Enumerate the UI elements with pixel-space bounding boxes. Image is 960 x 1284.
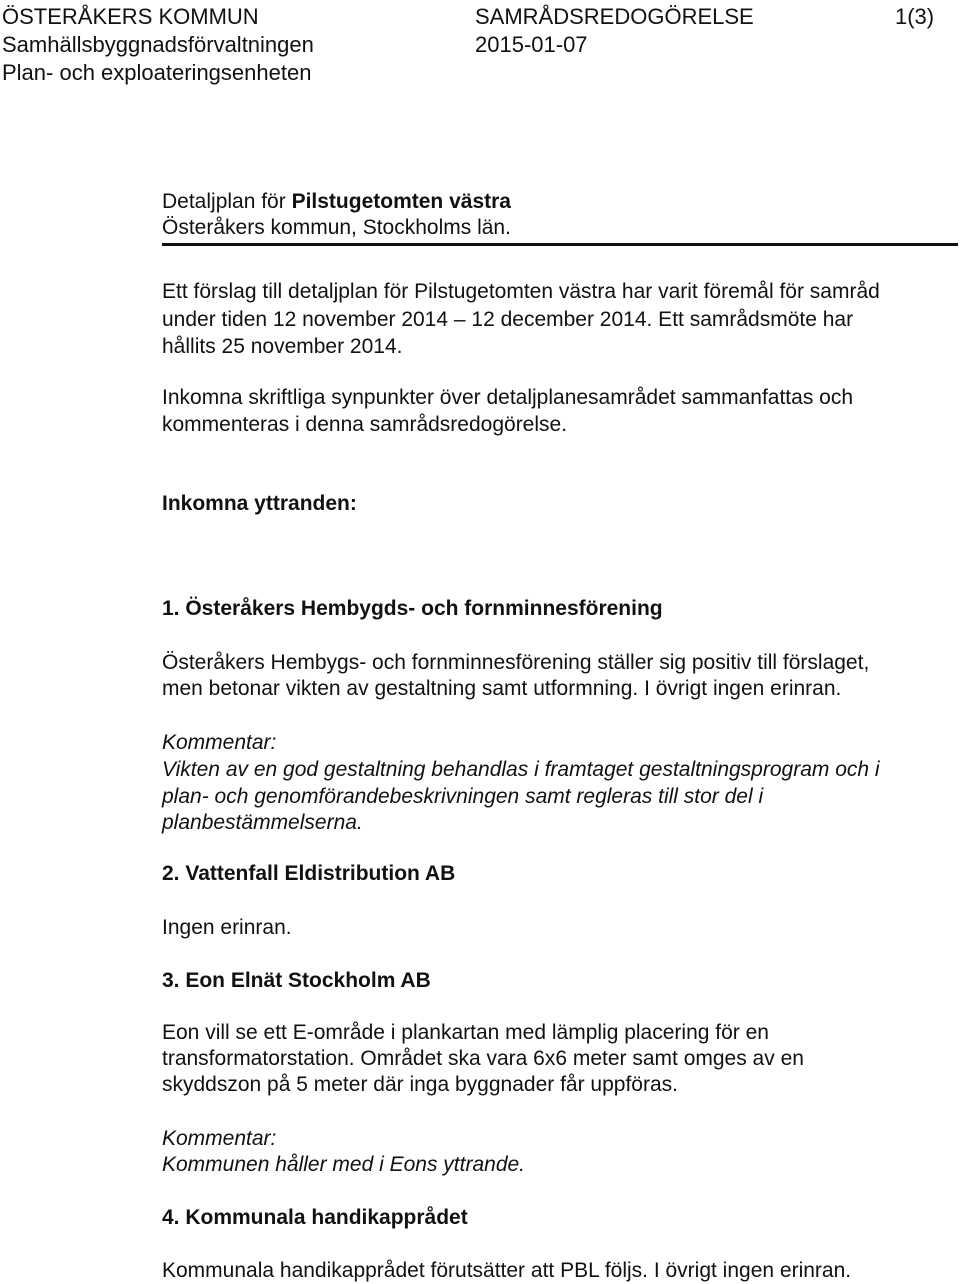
document-date: 2015-01-07 bbox=[475, 32, 588, 57]
item-4-text-line1: Kommunala handikapprådet förutsätter att PBL följs. I övrigt ingen erinran. bbox=[162, 1259, 852, 1282]
org-name: ÖSTERÅKERS KOMMUN bbox=[2, 4, 259, 29]
item-3-text-line2: transformatorstation. Området ska vara 6x6 meter samt omges av en bbox=[162, 1047, 804, 1070]
item-2-text-line1: Ingen erinran. bbox=[162, 916, 292, 939]
item-1-heading: 1. Österåkers Hembygds- och fornminnesförening bbox=[162, 597, 663, 620]
item-1-comment-line3: planbestämmelserna. bbox=[162, 811, 363, 834]
page-number: 1(3) bbox=[895, 4, 935, 29]
item-1-comment-label: Kommentar: bbox=[162, 731, 277, 754]
item-2-heading: 2. Vattenfall Eldistribution AB bbox=[162, 862, 456, 885]
plan-location: Österåkers kommun, Stockholms län. bbox=[162, 216, 511, 239]
item-1-comment-line2: plan- och genomförandebeskrivningen samt regleras till stor del i bbox=[162, 785, 764, 808]
item-1-text-line1: Österåkers Hembygs- och fornminnesförening ställer sig positiv till förslaget, bbox=[162, 651, 870, 674]
department-name: Samhällsbyggnadsförvaltningen bbox=[2, 32, 314, 57]
document-type: SAMRÅDSREDOGÖRELSE bbox=[475, 4, 754, 29]
item-3-comment-label: Kommentar: bbox=[162, 1127, 277, 1150]
plan-title-prefix: Detaljplan för bbox=[162, 190, 292, 213]
section-heading: Inkomna yttranden: bbox=[162, 492, 357, 515]
item-1-text-line2: men betonar vikten av gestaltning samt utformning. I övrigt ingen erinran. bbox=[162, 677, 842, 700]
title-divider bbox=[162, 243, 958, 246]
item-3-heading: 3. Eon Elnät Stockholm AB bbox=[162, 969, 431, 992]
item-4-heading: 4. Kommunala handikapprådet bbox=[162, 1206, 468, 1229]
plan-title-name: Pilstugetomten västra bbox=[291, 190, 511, 213]
intro-p2-line1: Inkomna skriftliga synpunkter över detaljplanesamrådet sammanfattas och bbox=[162, 386, 854, 409]
item-3-text-line3: skyddszon på 5 meter där inga byggnader får uppföras. bbox=[162, 1073, 678, 1096]
plan-title bbox=[162, 189, 511, 214]
unit-name: Plan- och exploateringsenheten bbox=[2, 60, 312, 85]
item-3-text-line1: Eon vill se ett E-område i plankartan med lämplig placering för en bbox=[162, 1021, 769, 1044]
intro-p1-line3: hållits 25 november 2014. bbox=[162, 335, 403, 358]
intro-p2-line2: kommenteras i denna samrådsredogörelse. bbox=[162, 413, 568, 436]
item-1-comment-line1: Vikten av en god gestaltning behandlas i framtaget gestaltningsprogram och i bbox=[162, 758, 880, 781]
intro-p1-line2: under tiden 12 november 2014 – 12 december 2014. Ett samrådsmöte har bbox=[162, 308, 854, 331]
intro-p1-line1: Ett förslag till detaljplan för Pilstugetomten västra har varit föremål för samråd bbox=[162, 280, 880, 303]
item-3-comment-line1: Kommunen håller med i Eons yttrande. bbox=[162, 1153, 526, 1176]
